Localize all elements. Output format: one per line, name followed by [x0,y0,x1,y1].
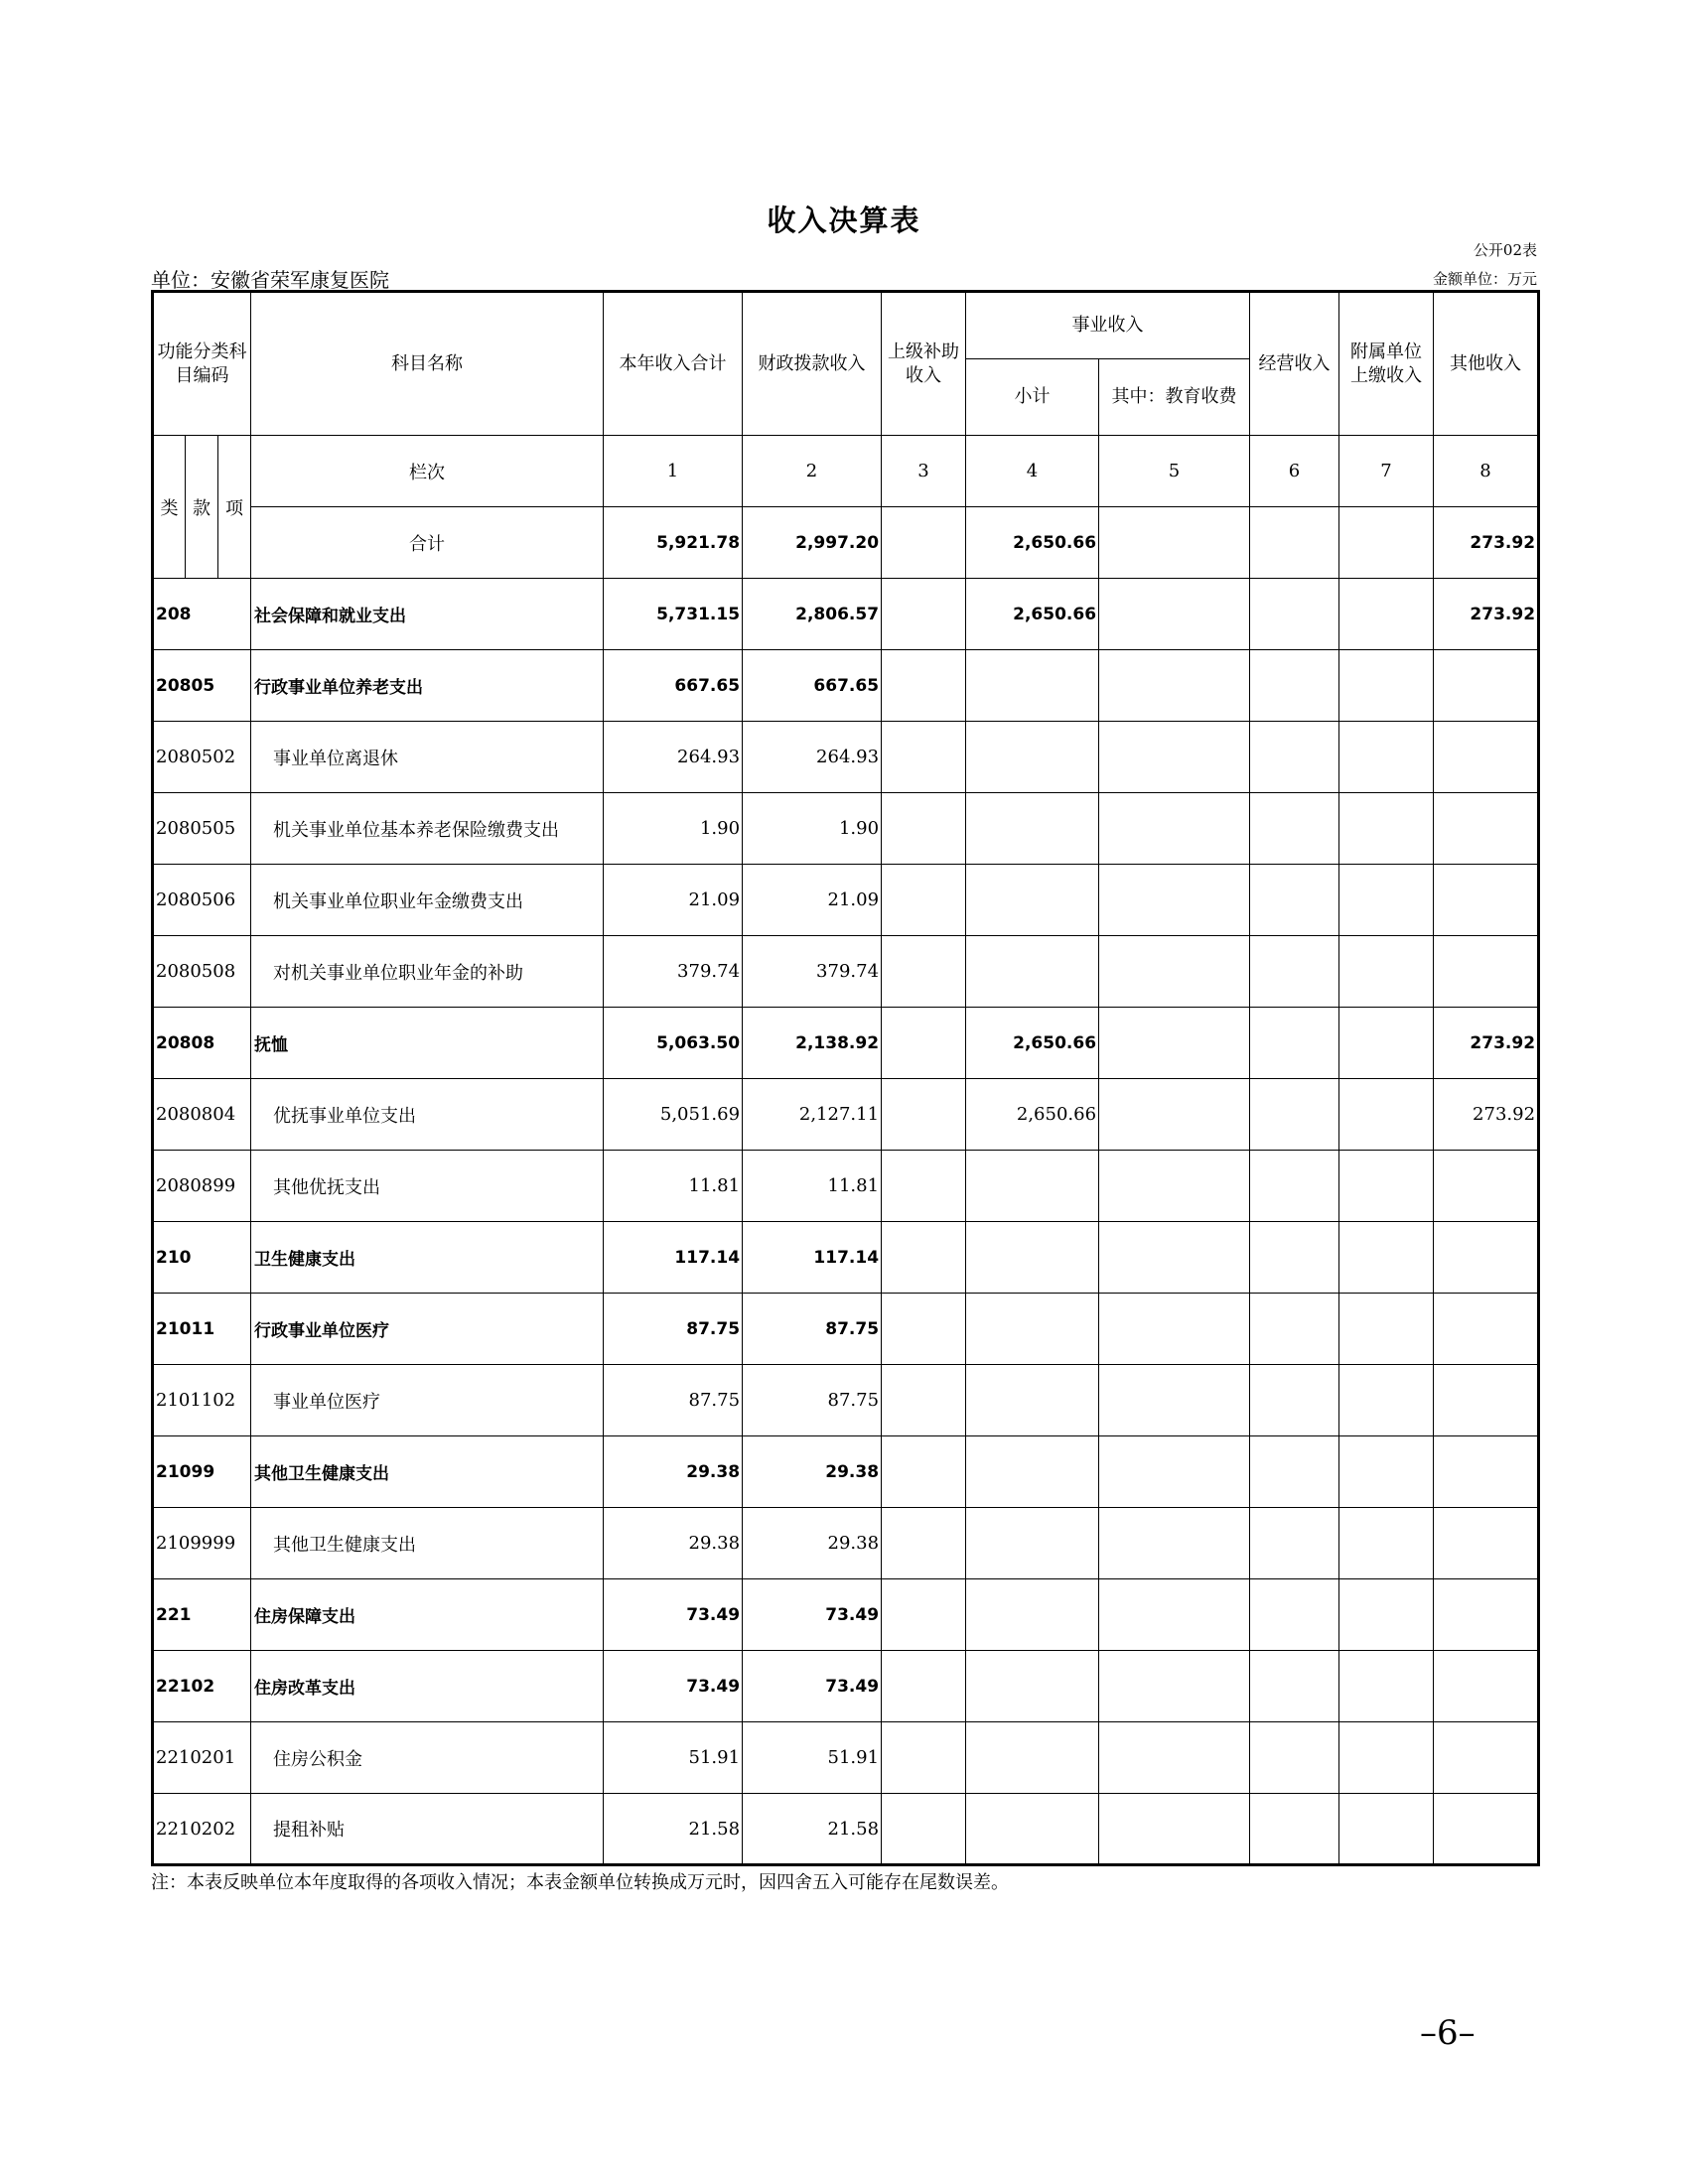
row-operating [1250,1794,1339,1865]
header-fiscal: 财政拨款收入 [743,292,882,436]
row-affiliated [1339,1365,1434,1436]
row-other: 273.92 [1434,579,1539,650]
row-other: 273.92 [1434,1079,1539,1151]
row-subtotal [966,650,1099,722]
row-other [1434,722,1539,793]
row-education [1099,1151,1250,1222]
row-subtotal [966,1365,1099,1436]
table-row [153,1294,1539,1365]
header-other: 其他收入 [1434,292,1539,436]
row-operating [1250,1508,1339,1579]
row-superior [882,1294,966,1365]
column-index-5: 5 [1099,436,1250,507]
row-superior [882,1794,966,1865]
row-superior [882,1651,966,1722]
row-code: 2080506 [153,865,251,936]
table-row [153,650,1539,722]
table-row [153,1365,1539,1436]
row-affiliated [1339,865,1434,936]
row-education [1099,1222,1250,1294]
row-total: 21.09 [604,865,743,936]
row-other [1434,1436,1539,1508]
table-row [153,793,1539,865]
row-name: 对机关事业单位职业年金的补助 [251,936,604,1008]
row-total: 87.75 [604,1294,743,1365]
header-subtotal: 小计 [966,359,1099,436]
row-affiliated [1339,793,1434,865]
row-superior [882,1222,966,1294]
row-other [1434,1222,1539,1294]
row-code: 208 [153,579,251,650]
row-fiscal: 11.81 [743,1151,882,1222]
row-education [1099,1436,1250,1508]
row-name: 行政事业单位医疗 [251,1294,604,1365]
column-index-3: 3 [882,436,966,507]
table-row [153,1508,1539,1579]
header-superior: 上级补助收入 [882,292,966,436]
row-total: 51.91 [604,1722,743,1794]
row-superior [882,1079,966,1151]
row-fiscal: 73.49 [743,1579,882,1651]
row-name: 其他卫生健康支出 [251,1508,604,1579]
row-total: 667.65 [604,650,743,722]
row-subtotal [966,793,1099,865]
total-affiliated [1339,507,1434,579]
row-subtotal [966,1794,1099,1865]
row-name: 机关事业单位基本养老保险缴费支出 [251,793,604,865]
row-affiliated [1339,1794,1434,1865]
row-fiscal: 21.58 [743,1794,882,1865]
row-name: 提租补贴 [251,1794,604,1865]
row-education [1099,1365,1250,1436]
table-row [153,1079,1539,1151]
income-table [151,290,1540,1866]
row-affiliated [1339,1579,1434,1651]
row-operating [1250,722,1339,793]
row-operating [1250,1222,1339,1294]
table-row [153,1222,1539,1294]
row-name: 卫生健康支出 [251,1222,604,1294]
table-row [153,1008,1539,1079]
header-affiliated: 附属单位上缴收入 [1339,292,1434,436]
row-operating [1250,1008,1339,1079]
row-code: 221 [153,1579,251,1651]
row-other [1434,1651,1539,1722]
row-other [1434,1365,1539,1436]
column-index-4: 4 [966,436,1099,507]
table-row [153,1436,1539,1508]
row-total: 29.38 [604,1508,743,1579]
row-affiliated [1339,1008,1434,1079]
row-operating [1250,1579,1339,1651]
table-row [153,1651,1539,1722]
row-fiscal: 667.65 [743,650,882,722]
unit-name: 单位：安徽省荣军康复医院 [151,268,389,292]
row-operating [1250,1722,1339,1794]
row-superior [882,722,966,793]
row-total: 73.49 [604,1579,743,1651]
column-index-1: 1 [604,436,743,507]
row-total: 5,063.50 [604,1008,743,1079]
row-subtotal [966,1722,1099,1794]
table-row [153,579,1539,650]
row-education [1099,1008,1250,1079]
row-name: 住房公积金 [251,1722,604,1794]
row-operating [1250,865,1339,936]
total-operating [1250,507,1339,579]
row-affiliated [1339,936,1434,1008]
row-other [1434,793,1539,865]
column-index-8: 8 [1434,436,1539,507]
row-subtotal [966,1651,1099,1722]
row-subtotal [966,1294,1099,1365]
row-fiscal: 379.74 [743,936,882,1008]
row-fiscal: 73.49 [743,1651,882,1722]
row-education [1099,1722,1250,1794]
header-subject: 科目名称 [251,292,604,436]
row-education [1099,579,1250,650]
row-total: 29.38 [604,1436,743,1508]
row-code: 2080508 [153,936,251,1008]
row-education [1099,650,1250,722]
row-name: 事业单位离退休 [251,722,604,793]
row-other [1434,1294,1539,1365]
row-operating [1250,1365,1339,1436]
currency-unit: 金额单位：万元 [1432,270,1537,288]
row-code: 2080505 [153,793,251,865]
row-code: 2080804 [153,1079,251,1151]
row-total: 117.14 [604,1222,743,1294]
row-subtotal [966,936,1099,1008]
row-total: 379.74 [604,936,743,1008]
row-education [1099,1508,1250,1579]
row-subtotal [966,1151,1099,1222]
row-education [1099,1651,1250,1722]
header-func-code: 功能分类科目编码 [153,292,251,436]
row-code: 2080502 [153,722,251,793]
total-fiscal: 2,997.20 [743,507,882,579]
table-row [153,722,1539,793]
row-name: 住房保障支出 [251,1579,604,1651]
row-fiscal: 29.38 [743,1508,882,1579]
row-affiliated [1339,1651,1434,1722]
table-row [153,1794,1539,1865]
total-subtotal: 2,650.66 [966,507,1099,579]
row-fiscal: 117.14 [743,1222,882,1294]
row-superior [882,1151,966,1222]
row-subtotal [966,1436,1099,1508]
row-other [1434,650,1539,722]
row-code: 2080899 [153,1151,251,1222]
row-education [1099,1794,1250,1865]
row-name: 抚恤 [251,1008,604,1079]
row-total: 1.90 [604,793,743,865]
column-index-label: 栏次 [251,436,604,507]
form-number: 公开02表 [1473,241,1537,259]
row-code: 210 [153,1222,251,1294]
row-other [1434,1579,1539,1651]
column-index-2: 2 [743,436,882,507]
row-other [1434,1794,1539,1865]
row-subtotal: 2,650.66 [966,579,1099,650]
row-fiscal: 1.90 [743,793,882,865]
total-superior [882,507,966,579]
total-other: 273.92 [1434,507,1539,579]
row-other: 273.92 [1434,1008,1539,1079]
row-fiscal: 21.09 [743,865,882,936]
row-name: 社会保障和就业支出 [251,579,604,650]
table-row [153,1151,1539,1222]
row-affiliated [1339,1294,1434,1365]
row-code: 2101102 [153,1365,251,1436]
row-education [1099,1579,1250,1651]
row-superior [882,1008,966,1079]
row-superior [882,650,966,722]
row-subtotal [966,722,1099,793]
row-code: 21011 [153,1294,251,1365]
row-subtotal [966,1579,1099,1651]
row-total: 87.75 [604,1365,743,1436]
row-name: 住房改革支出 [251,1651,604,1722]
row-other [1434,1508,1539,1579]
row-code: 2210201 [153,1722,251,1794]
row-operating [1250,1651,1339,1722]
row-code: 22102 [153,1651,251,1722]
table-row [153,865,1539,936]
header-kuan: 款 [186,436,218,579]
row-education [1099,793,1250,865]
row-code: 20808 [153,1008,251,1079]
row-total: 264.93 [604,722,743,793]
row-affiliated [1339,722,1434,793]
column-index-6: 6 [1250,436,1339,507]
row-name: 其他优抚支出 [251,1151,604,1222]
row-total: 11.81 [604,1151,743,1222]
row-other [1434,1151,1539,1222]
row-other [1434,936,1539,1008]
row-code: 20805 [153,650,251,722]
table-row [153,1579,1539,1651]
row-operating [1250,936,1339,1008]
row-affiliated [1339,650,1434,722]
row-education [1099,865,1250,936]
row-superior [882,1436,966,1508]
row-subtotal [966,1508,1099,1579]
row-operating [1250,650,1339,722]
header-education: 其中：教育收费 [1099,359,1250,436]
row-other [1434,865,1539,936]
header-total: 本年收入合计 [604,292,743,436]
row-name: 行政事业单位养老支出 [251,650,604,722]
row-education [1099,722,1250,793]
row-name: 其他卫生健康支出 [251,1436,604,1508]
row-fiscal: 2,138.92 [743,1008,882,1079]
row-fiscal: 87.75 [743,1365,882,1436]
row-code: 2109999 [153,1508,251,1579]
row-affiliated [1339,1436,1434,1508]
row-code: 2210202 [153,1794,251,1865]
row-subtotal [966,865,1099,936]
total-education [1099,507,1250,579]
row-code: 21099 [153,1436,251,1508]
header-operating: 经营收入 [1250,292,1339,436]
row-fiscal: 51.91 [743,1722,882,1794]
row-operating [1250,1294,1339,1365]
row-affiliated [1339,1079,1434,1151]
row-name: 优抚事业单位支出 [251,1079,604,1151]
total-total: 5,921.78 [604,507,743,579]
column-index-7: 7 [1339,436,1434,507]
row-affiliated [1339,579,1434,650]
row-affiliated [1339,1151,1434,1222]
table-row [153,1722,1539,1794]
row-fiscal: 2,806.57 [743,579,882,650]
row-fiscal: 2,127.11 [743,1079,882,1151]
row-operating [1250,579,1339,650]
row-fiscal: 264.93 [743,722,882,793]
page-number: –6– [1420,2013,1476,2053]
total-label: 合计 [251,507,604,579]
table-row [153,936,1539,1008]
row-affiliated [1339,1222,1434,1294]
row-affiliated [1339,1508,1434,1579]
row-education [1099,936,1250,1008]
row-fiscal: 29.38 [743,1436,882,1508]
page-title: 收入决算表 [767,204,921,237]
row-superior [882,793,966,865]
row-operating [1250,1151,1339,1222]
row-superior [882,1579,966,1651]
header-lei: 类 [153,436,186,579]
row-subtotal: 2,650.66 [966,1079,1099,1151]
row-superior [882,1365,966,1436]
row-operating [1250,1436,1339,1508]
row-other [1434,1722,1539,1794]
row-total: 5,051.69 [604,1079,743,1151]
row-superior [882,1508,966,1579]
row-superior [882,1722,966,1794]
row-superior [882,579,966,650]
row-total: 21.58 [604,1794,743,1865]
row-subtotal: 2,650.66 [966,1008,1099,1079]
row-fiscal: 87.75 [743,1294,882,1365]
total-row [153,507,1539,579]
row-name: 机关事业单位职业年金缴费支出 [251,865,604,936]
row-superior [882,865,966,936]
row-total: 73.49 [604,1651,743,1722]
header-business: 事业收入 [966,292,1250,359]
row-subtotal [966,1222,1099,1294]
footnote: 注：本表反映单位本年度取得的各项收入情况；本表金额单位转换成万元时，因四舍五入可能存在尾数误差。 [151,1872,1009,1893]
row-superior [882,936,966,1008]
header-xiang: 项 [218,436,251,579]
row-education [1099,1294,1250,1365]
row-operating [1250,793,1339,865]
row-total: 5,731.15 [604,579,743,650]
row-operating [1250,1079,1339,1151]
row-name: 事业单位医疗 [251,1365,604,1436]
row-affiliated [1339,1722,1434,1794]
row-education [1099,1079,1250,1151]
